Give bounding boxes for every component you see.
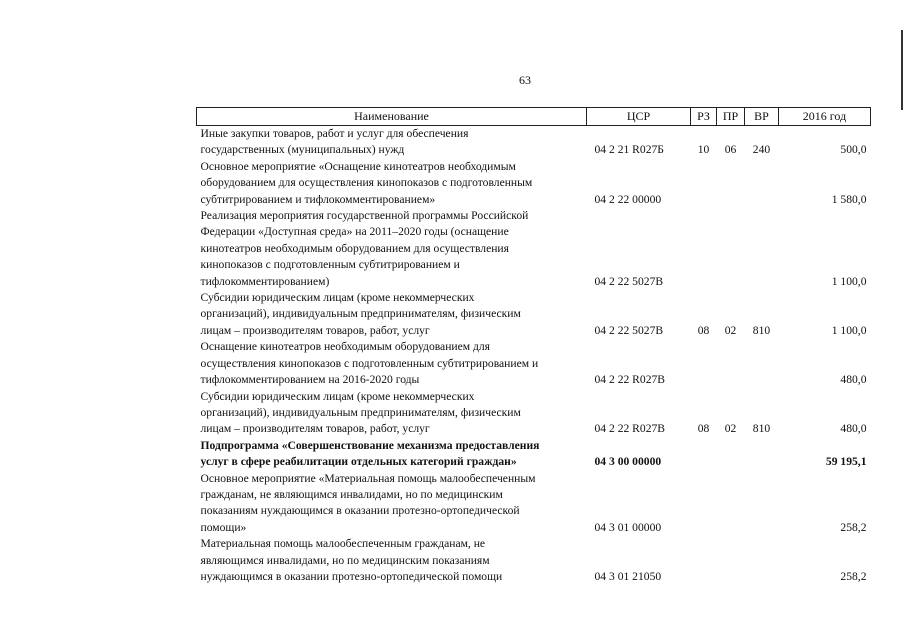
row-name: Подпрограмма «Совершенствование механизма предоставления услуг в сфере реабилитации отдельных категорий граждан» [200,438,540,469]
row-rz [691,159,717,208]
row-vr: 240 [752,143,771,157]
row-csr: 04 3 00 00000 [594,455,662,469]
row-rz: 10 [697,143,710,157]
row-rz [691,438,717,471]
row-vr [745,159,779,208]
row-name: Субсидии юридическим лицам (кроме некоммерческих организаций), индивидуальным предпринимателям, физическим лицам – производителям товаров, работ, услуг [200,291,521,337]
header-name: Наименование [197,108,587,126]
table-header-row [197,108,871,126]
row-pr [717,159,745,208]
row-amount: 1 580,0 [831,192,867,206]
table-row [197,471,871,537]
table-row [197,339,871,388]
table-row [197,290,871,339]
table-row [197,126,871,159]
row-vr [745,536,779,585]
header-pr: ПР [717,108,745,126]
header-vr: ВР [745,108,779,126]
row-name: Основное мероприятие «Материальная помощь малообеспеченным гражданам, не являющимся инвалидами, но по медицинским показаниям нуждающимся в оказании протезно-ортопедической помощи» [200,471,536,534]
header-csr: ЦСР [587,108,691,126]
row-csr: 04 3 01 00000 [594,520,662,534]
table-row [197,159,871,208]
row-csr: 04 2 21 R027Б [594,143,664,157]
row-amount: 258,2 [840,569,867,583]
row-pr [717,438,745,471]
row-rz [691,471,717,537]
row-csr: 04 2 22 5027В [594,323,664,337]
row-pr [717,208,745,290]
scan-edge-mark [901,30,903,110]
row-pr [717,471,745,537]
header-year: 2016 год [779,108,871,126]
row-name: Материальная помощь малообеспеченным гражданам, не являющимся инвалидами, но по медицинским показаниям нуждающимся в оказании протезно-ортопедической помощи [200,537,503,583]
table-row [197,438,871,471]
row-vr [745,208,779,290]
row-amount: 480,0 [840,373,867,387]
row-vr [745,471,779,537]
row-vr: 810 [752,323,771,337]
row-csr: 04 2 22 5027В [594,274,664,288]
table-row [197,389,871,438]
row-csr: 04 2 22 00000 [594,192,662,206]
row-vr [745,339,779,388]
page-number: 63 [519,73,531,87]
row-amount: 1 100,0 [831,323,867,337]
row-pr: 02 [724,323,737,337]
row-amount: 59 195,1 [825,455,867,469]
row-name: Оснащение кинотеатров необходимым оборудованием для осуществления кинопоказов с подготовленным субтитрированием и тифлокомментированием на 2016-2020 годы [200,340,539,387]
row-pr [717,339,745,388]
row-vr [745,438,779,471]
row-amount: 500,0 [840,143,867,157]
row-csr: 04 2 22 R027В [594,373,666,387]
row-amount: 480,0 [840,422,867,436]
row-csr: 04 3 01 21050 [594,569,662,583]
row-rz: 08 [697,422,710,436]
table-row [197,208,871,290]
row-pr: 02 [724,422,737,436]
row-rz: 08 [697,323,710,337]
row-pr [717,536,745,585]
header-rz: РЗ [691,108,717,126]
row-amount: 1 100,0 [831,274,867,288]
row-rz [691,208,717,290]
row-csr: 04 2 22 R027В [594,422,666,436]
row-rz [691,339,717,388]
row-name: Иные закупки товаров, работ и услуг для обеспечения государственных (муниципальных) нужд [200,127,469,157]
row-vr: 810 [752,422,771,436]
row-pr: 06 [724,143,737,157]
row-rz [691,536,717,585]
row-amount: 258,2 [840,520,867,534]
row-name: Субсидии юридическим лицам (кроме некоммерческих организаций), индивидуальным предпринимателям, физическим лицам – производителям товаров, работ, услуг [200,389,521,436]
table-row [197,536,871,585]
budget-table [196,107,871,585]
row-name: Основное мероприятие «Оснащение кинотеатров необходимым оборудованием для осуществления кинопоказов с подготовленным субтитрированием и тифлокомментированием» [200,159,533,206]
row-name: Реализация мероприятия государственной программы Российской Федерации «Доступная среда» на 2011–2020 годы (оснащение кинотеатров необходимым оборудованием для осуществления кинопоказов с подготовленным субтитрированием и тифлокомментированием) [200,209,529,288]
